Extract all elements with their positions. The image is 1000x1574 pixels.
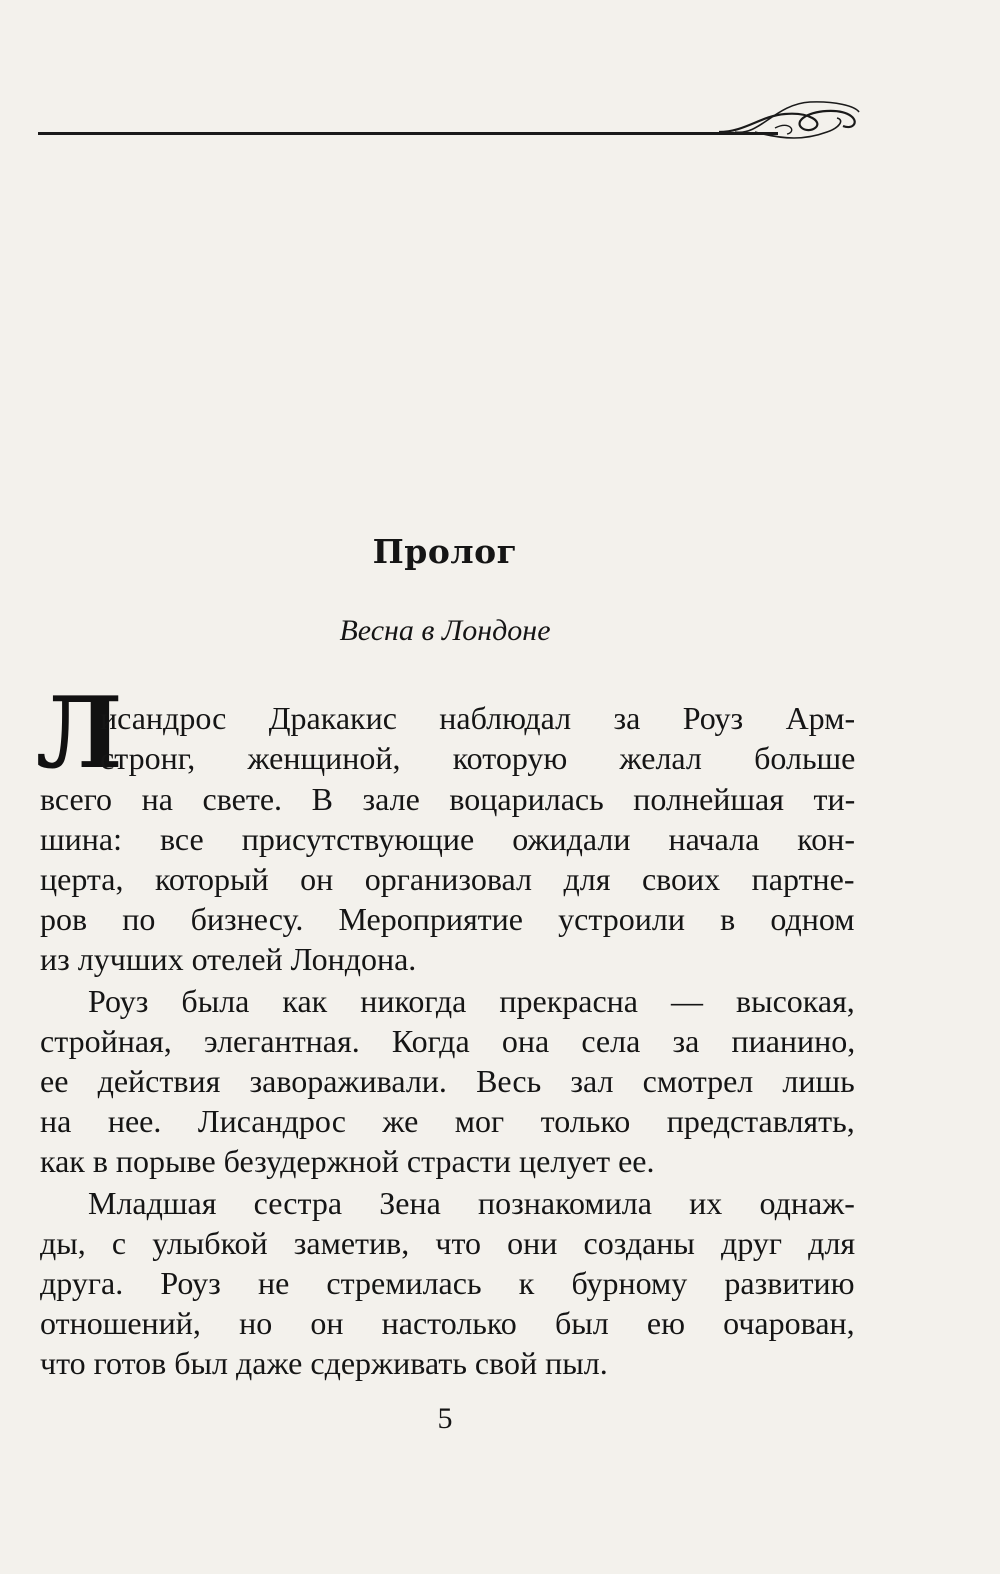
- flourish-ornament-icon: [715, 92, 865, 148]
- chapter-title: Пролог: [372, 532, 518, 571]
- text-line: ды, с улыбкой заметив, что они созданы друг для: [40, 1225, 856, 1261]
- chapter-subtitle: Весна в Лондоне: [339, 614, 551, 647]
- text-line: ее действия завораживали. Весь зал смотрел лишь: [40, 1063, 855, 1099]
- drop-cap: Л: [36, 676, 123, 791]
- text-line: что готов был даже сдерживать свой пыл.: [40, 1345, 608, 1381]
- text-line: всего на свете. В зале воцарилась полнейшая ти-: [40, 781, 856, 817]
- text-line: церта, который он организовал для своих партне-: [40, 861, 855, 897]
- text-line: на нее. Лисандрос же мог только представлять,: [40, 1103, 855, 1139]
- text-line: из лучших отелей Лондона.: [40, 941, 417, 977]
- text-line: стройная, элегантная. Когда она села за пианино,: [40, 1023, 856, 1059]
- page-number: 5: [437, 1402, 453, 1435]
- text-line: исандрос Дракакис наблюдал за Роуз Арм-: [100, 700, 856, 736]
- header-rule: [38, 132, 778, 135]
- text-line: шина: все присутствующие ожидали начала кон-: [40, 821, 855, 857]
- text-line: как в порыве безудержной страсти целует ее.: [40, 1143, 655, 1179]
- text-line: друга. Роуз не стремилась к бурному развитию: [40, 1265, 855, 1301]
- text-line: стронг, женщиной, которую желал больше: [100, 740, 856, 776]
- text-line: отношений, но он настолько был ею очарован,: [40, 1305, 855, 1341]
- text-line: Младшая сестра Зена познакомила их однаж-: [88, 1185, 855, 1221]
- text-line: Роуз была как никогда прекрасна — высокая,: [88, 983, 855, 1019]
- text-line: ров по бизнесу. Мероприятие устроили в одном: [40, 901, 855, 937]
